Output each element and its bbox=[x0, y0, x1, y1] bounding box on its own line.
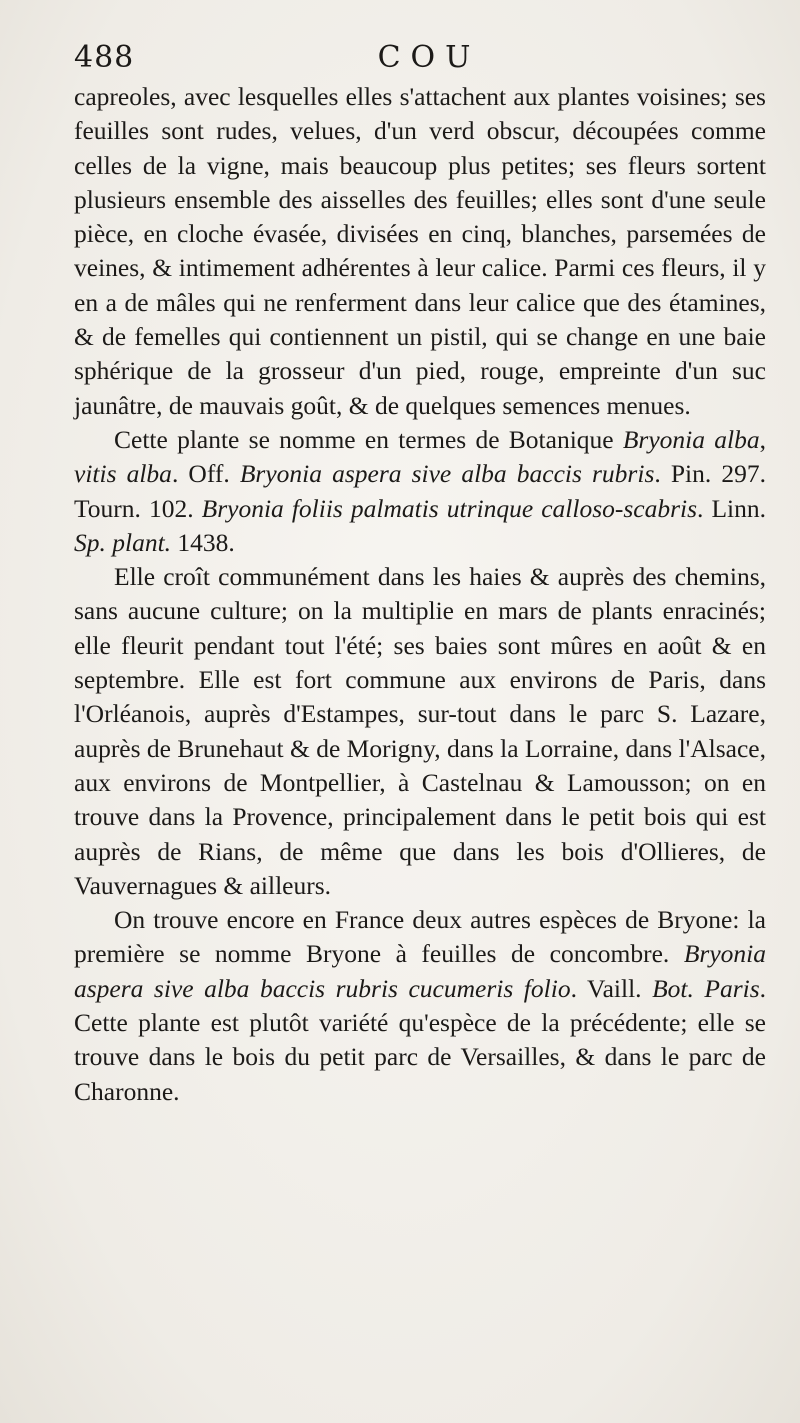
italic-segment: Bryonia alba bbox=[622, 424, 760, 454]
roman-segment: Cette plante se nomme en termes de Botanique bbox=[114, 424, 623, 454]
roman-segment: . Pin. 297. Tourn. 102. bbox=[74, 459, 766, 523]
italic-segment: Bryonia foliis palmatis utrinque calloso-scabris bbox=[201, 493, 698, 523]
paragraph-3: Elle croît communément dans les haies & auprès des chemins, sans aucune culture; on la multiplie en mars de plants enracinés; elle fleurit pendant tout l'été; ses baies sont mûres en août & en septembre. Elle est fort commune aux environs de Paris, dans l'Orléanois, auprès d'Estampes, sur-tout dans le parc S. Lazare, auprès de Brunehaut & de Morigny, dans la Lorraine, dans l'Alsace, aux environs de Montpellier, à Castelnau & Lamousson; on en trouve dans la Provence, principalement dans le petit bois qui est auprès de Rians, de même que dans les bois d'Ollieres, de Vauvernagues & ailleurs. bbox=[74, 562, 766, 900]
roman-segment: . Off. bbox=[171, 459, 240, 489]
roman-segment: 1438. bbox=[171, 527, 235, 557]
italic-segment: Bryonia aspera sive alba baccis rubris bbox=[239, 459, 655, 489]
paragraph-4 bbox=[74, 903, 766, 1109]
paragraph-1: capreoles, avec lesquelles elles s'attachent aux plantes voisines; ses feuilles sont rudes, velues, d'un verd obscur, découpées comme celles de la vigne, mais beaucoup plus petites; ses fleurs sortent plusieurs ensemble des aisselles des feuilles; elles sont d'une seule pièce, en cloche évasée, divisées en cinq, blanches, parsemées de veines, & intimement adhérentes à leur calice. Parmi ces fleurs, il y en a de mâles qui ne renferment dans leur calice que des étamines, & de femelles qui contiennent un pistil, qui se change en une baie sphérique de la grosseur d'un pied, rouge, empreinte d'un suc jaunâtre, de mauvais goût, & de quelques semences menues. bbox=[74, 82, 766, 420]
body-text bbox=[74, 80, 766, 1109]
page-number: 488 bbox=[74, 40, 135, 75]
roman-segment: . Cette plante est plutôt variété qu'espèce de la précédente; elle se trouve dans le bois du petit parc de Versailles, & dans le parc de Charonne. bbox=[74, 973, 767, 1106]
roman-segment: . Vaill. bbox=[570, 973, 653, 1003]
italic-segment: Sp. plant. bbox=[74, 527, 172, 557]
roman-segment: , bbox=[759, 424, 766, 454]
roman-segment: On trouve encore en France deux autres espèces de Bryone: la première se nomme Bryone à feuilles de concombre. bbox=[74, 905, 766, 969]
italic-segment: Bot. Paris bbox=[652, 973, 760, 1003]
roman-segment: . Linn. bbox=[697, 493, 766, 523]
italic-segment: vitis alba bbox=[74, 459, 172, 489]
italic-segment: Bryonia aspera sive alba baccis rubris cucumeris folio bbox=[74, 939, 766, 1003]
running-head: COU bbox=[377, 40, 481, 75]
paragraph-2 bbox=[74, 423, 766, 560]
